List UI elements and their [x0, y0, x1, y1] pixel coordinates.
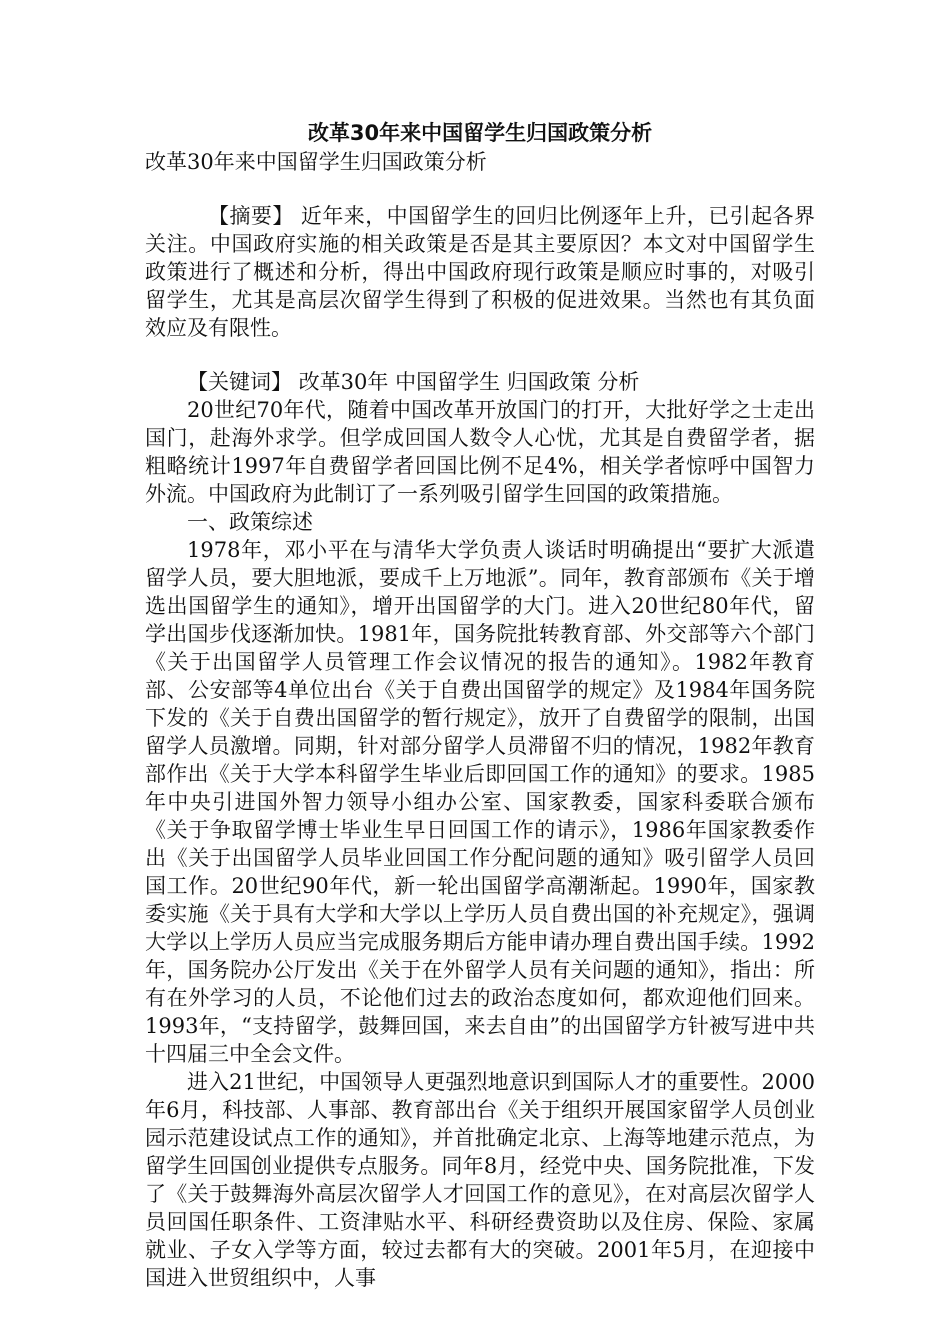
body-paragraph: 1978年，邓小平在与清华大学负责人谈话时明确提出“要扩大派遣留学人员，要大胆地派，要成千上万地派”。同年，教育部颁布《关于增选出国留学生的通知》，增开出国留学的大门。进入20世纪80年代，留学出国步伐逐渐加快。1981年，国务院批转教育部、外交部等六个部门《关于出国留学人员管理工作会议情况的报告的通知》。1982年教育部、公安部等4单位出台《关于自费出国留学的规定》及1984年国务院下发的《关于自费出国留学的暂行规定》，放开了自费留学的限制，出国留学人员激增。同期，针对部分留学人员滞留不归的情况，1982年教育部作出《关于大学本科留学生毕业后即回国工作的通知》的要求。1985年中央引进国外智力领导小组办公室、国家教委，国家科委联合颁布《关于争取留学博士毕业生早日回国工作的请示》，1986年国家教委作出《关于出国留学人员毕业回国工作分配问题的通知》吸引留学人员回国工作。20世纪90年代，新一轮出国留学高潮渐起。1990年，国家教委实施《关于具有大学和大学以上学历人员自费出国的补充规定》，强调大学以上学历人员应当完成服务期后方能申请办理自费出国手续。1992年，国务院办公厅发出《关于在外留学人员有关问题的通知》，指出：所有在外学习的人员，不论他们过去的政治态度如何，都欢迎他们回来。1993年，“支持留学，鼓舞回国，来去自由”的出国留学方针被写进中共十四届三中全会文件。	[145, 538, 815, 1066]
document-subtitle: 改革30年来中国留学生归国政策分析	[145, 150, 487, 174]
keywords-line: 【关键词】 改革30年 中国留学生 归国政策 分析	[187, 370, 640, 394]
document-body	[145, 118, 815, 1292]
section-heading-policy-overview: 一、政策综述	[187, 510, 313, 534]
body-paragraph: 进入21世纪，中国领导人更强烈地意识到国际人才的重要性。2000年6月，科技部、人事部、教育部出台《关于组织开展国家留学人员创业园示范建设试点工作的通知》，并首批确定北京、上海等地建示范点，为留学生回国创业提供专点服务。同年8月，经党中央、国务院批准，下发了《关于鼓舞海外高层次留学人才回国工作的意见》，在对高层次留学人员回国任职条件、工资津贴水平、科研经费资助以及住房、保险、家属就业、子女入学等方面，较过去都有大的突破。2001年5月，在迎接中国进入世贸组织中，人事	[145, 1070, 815, 1290]
document-title: 改革30年来中国留学生归国政策分析	[307, 121, 653, 145]
abstract-paragraph: 【摘要】 近年来，中国留学生的回归比例逐年上升，已引起各界关注。中国政府实施的相关政策是否是其主要原因？本文对中国留学生政策进行了概述和分析，得出中国政府现行政策是顺应时事的，对吸引留学生，尤其是高层次留学生得到了积极的促进效果。当然也有其负面效应及有限性。	[145, 204, 815, 340]
intro-paragraph: 20世纪70年代，随着中国改革开放国门的打开，大批好学之士走出国门，赴海外求学。但学成回国人数令人心忧，尤其是自费留学者，据粗略统计1997年自费留学者回国比例不足4%，相关学者惊呼中国智力外流。中国政府为此制订了一系列吸引留学生回国的政策措施。	[145, 398, 815, 506]
